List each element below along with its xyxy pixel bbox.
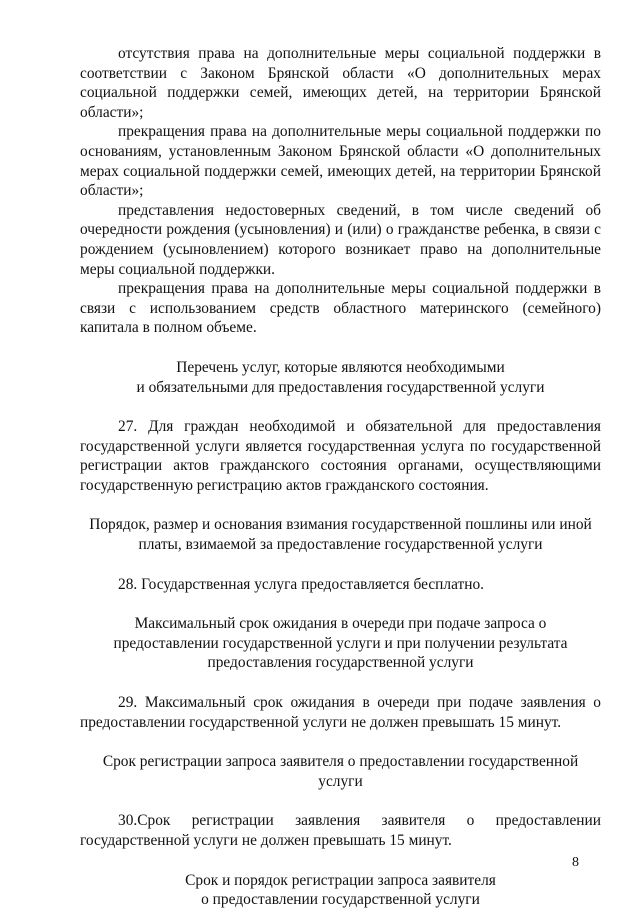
paragraph-termination-right: прекращения права на дополнительные меры социальной поддержки по основаниям, установленным Законом Брянской области «О дополнительных мерах социальной поддержки семей, имеющих детей, на территории Брянской области»;	[80, 123, 601, 200]
heading-registration-order	[80, 871, 601, 910]
heading-line: Максимальный срок ожидания в очереди при подаче запроса о	[134, 615, 547, 633]
heading-line: Порядок, размер и основания взимания государственной пошлины или иной	[89, 516, 592, 534]
heading-line: Перечень услуг, которые являются необходимыми	[176, 358, 505, 376]
heading-line: услуги	[318, 772, 363, 790]
paragraph-28: 28. Государственная услуга предоставляется бесплатно.	[118, 575, 485, 593]
heading-waiting-time	[80, 614, 601, 673]
heading-line: и обязательными для предоставления государственной услуги	[136, 378, 545, 396]
heading-line: платы, взимаемой за предоставление государственной услуги	[138, 536, 543, 554]
page-number: 8	[572, 855, 579, 870]
document-body	[80, 44, 601, 910]
paragraph-maternity-capital: прекращения права на дополнительные меры социальной поддержки в связи с использованием средств областного материнского (семейного) капитала в полном объеме.	[80, 280, 601, 337]
heading-line: Срок регистрации запроса заявителя о предоставлении государственной	[102, 753, 579, 771]
paragraph-false-information: представления недостоверных сведений, в том числе сведений об очередности рождения (усыновления) и (или) о гражданстве ребенка, в связи с рождением (усыновлением) которого возникает право на дополнительные меры социальной поддержки.	[80, 201, 601, 278]
heading-fee	[80, 515, 601, 554]
heading-line: предоставления государственной услуги	[207, 654, 474, 672]
heading-line: Срок и порядок регистрации запроса заявителя	[185, 871, 496, 889]
heading-registration-term	[80, 752, 601, 791]
heading-line: о предоставлении государственной услуги	[201, 891, 480, 909]
heading-line: предоставлении государственной услуги и при получении результата	[113, 634, 568, 652]
paragraph-30: 30.Срок регистрации заявления заявителя о предоставлении государственной услуги не должен превышать 15 минут.	[80, 812, 601, 849]
heading-required-services	[80, 358, 601, 397]
paragraph-27: 27. Для граждан необходимой и обязательной для предоставления государственной услуги является государственная услуга по государственной регистрации актов гражданского состояния органами, осуществляющими государственную регистрацию актов гражданского состояния.	[80, 418, 601, 494]
paragraph-29: 29. Максимальный срок ожидания в очереди при подаче заявления о предоставлении государственной услуги не должен превышать 15 минут.	[80, 694, 601, 731]
paragraph-no-right: отсутствия права на дополнительные меры социальной поддержки в соответствии с Законом Брянской области «О дополнительных мерах социальной поддержки семей, имеющих детей, на территории Брянской области»;	[80, 45, 601, 121]
